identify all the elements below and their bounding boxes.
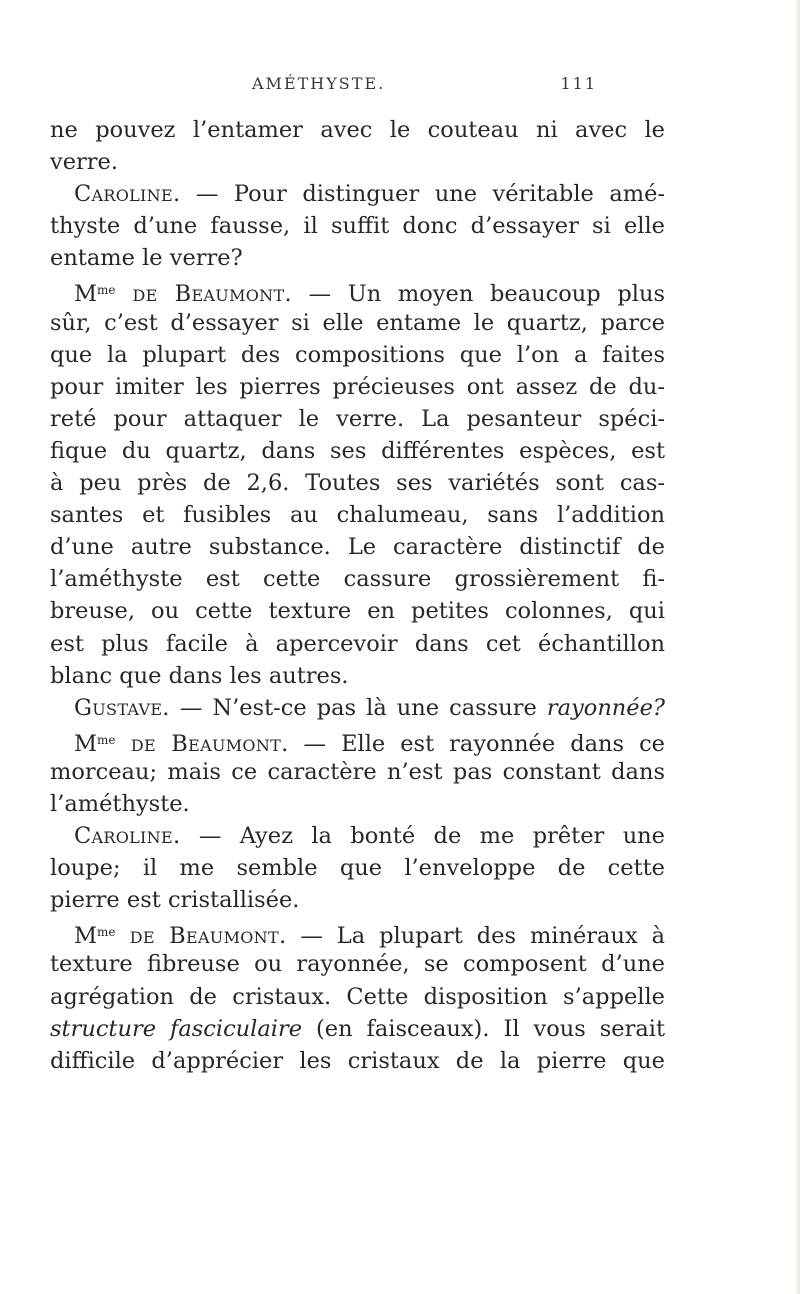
text-line [50, 242, 665, 274]
line-text: l’améthyste est cette cassure grossièrement fi- [50, 566, 665, 593]
title-superscript: me [97, 283, 116, 298]
text-line [50, 403, 665, 435]
line-text: texture fibreuse ou rayonnée, se composent d’une [50, 951, 665, 978]
text-line [50, 274, 665, 306]
line-text: loupe; il me semble que l’enveloppe de cette [50, 855, 665, 882]
text-line [50, 146, 665, 178]
line-text: à peu près de 2,6. Toutes ses variétés sont cas- [50, 470, 665, 497]
emphasis-text: rayonnée? [546, 694, 665, 721]
line-text: santes et fusibles au chalumeau, sans l’addition [50, 502, 665, 529]
text-line [50, 948, 665, 980]
line-text: morceau; mais ce caractère n’est pas constant dans [50, 758, 665, 785]
speaker-name: de Beaumont. [115, 923, 287, 950]
text-line [50, 467, 665, 499]
line-text: pour imiter les pierres précieuses ont assez de du- [50, 373, 665, 400]
text-line [50, 916, 665, 948]
text-line [50, 499, 665, 531]
line-text: breuse, ou cette texture en petites colonnes, qui [50, 598, 665, 625]
title-prefix: M [74, 730, 98, 757]
line-text: entame le verre? [50, 245, 243, 272]
line-text: est plus facile à apercevoir dans cet échantillon [50, 630, 665, 657]
text-line [50, 660, 665, 692]
text-line [50, 1045, 665, 1077]
text-line [50, 852, 665, 884]
text-line [50, 114, 665, 146]
speaker-name: Gustave. [74, 694, 170, 721]
text-line [50, 339, 665, 371]
line-text: — N’est-ce pas là une cassure [169, 694, 547, 721]
text-line [50, 724, 665, 756]
line-text: — Pour distinguer une véritable amé- [180, 181, 665, 208]
line-text: — La plupart des minéraux à [286, 923, 665, 950]
body-text [50, 114, 665, 1077]
text-line [50, 371, 665, 403]
text-line [50, 820, 665, 852]
running-title: AMÉTHYSTE. [252, 74, 386, 93]
text-line [50, 1013, 665, 1045]
speaker-name: de Beaumont. [115, 730, 289, 757]
line-text: sûr, c’est d’essayer si elle entame le quartz, parce [50, 309, 665, 336]
line-text: pierre est cristallisée. [50, 887, 300, 914]
text-line [50, 178, 665, 210]
page-edge-shadow [794, 0, 800, 1294]
page-number: 111 [560, 74, 597, 93]
line-text: — Un moyen beaucoup plus [291, 281, 665, 308]
line-text: que la plupart des compositions que l’on a faites [50, 341, 665, 368]
title-superscript: me [97, 732, 116, 747]
line-text: thyste d’une fausse, il suffit donc d’essayer si elle [50, 213, 665, 240]
text-line [50, 531, 665, 563]
line-text: blanc que dans les autres. [50, 662, 349, 689]
text-line [50, 756, 665, 788]
speaker-name: Caroline. [74, 823, 181, 850]
title-superscript: me [97, 925, 116, 940]
emphasis-text: structure fasciculaire [50, 1015, 303, 1042]
text-line [50, 981, 665, 1013]
line-text: l’améthyste. [50, 790, 190, 817]
line-text: difficile d’apprécier les cristaux de la pierre que [50, 1047, 665, 1074]
text-line [50, 884, 665, 916]
speaker-name: de Beaumont. [115, 281, 292, 308]
line-text: — Elle est rayonnée dans ce [288, 730, 665, 757]
line-text: verre. [50, 149, 119, 176]
text-line [50, 210, 665, 242]
text-line [50, 435, 665, 467]
text-line [50, 788, 665, 820]
text-line [50, 595, 665, 627]
text-line [50, 307, 665, 339]
title-prefix: M [74, 923, 98, 950]
line-text: reté pour attaquer le verre. La pesanteur spéci- [50, 405, 665, 432]
text-line [50, 628, 665, 660]
line-text: — Ayez la bonté de me prêter une [180, 823, 665, 850]
line-text: ne pouvez l’entamer avec le couteau ni avec le [50, 117, 665, 143]
text-line [50, 563, 665, 595]
title-prefix: M [74, 281, 98, 308]
text-line [50, 692, 665, 724]
line-text: agrégation de cristaux. Cette disposition s’appelle [50, 983, 665, 1010]
line-text: (en faisceaux). Il vous serait [302, 1015, 666, 1042]
speaker-name: Caroline. [74, 181, 181, 208]
line-text: fique du quartz, dans ses différentes espèces, est [50, 437, 665, 464]
line-text: d’une autre substance. Le caractère distinctif de [50, 534, 665, 561]
